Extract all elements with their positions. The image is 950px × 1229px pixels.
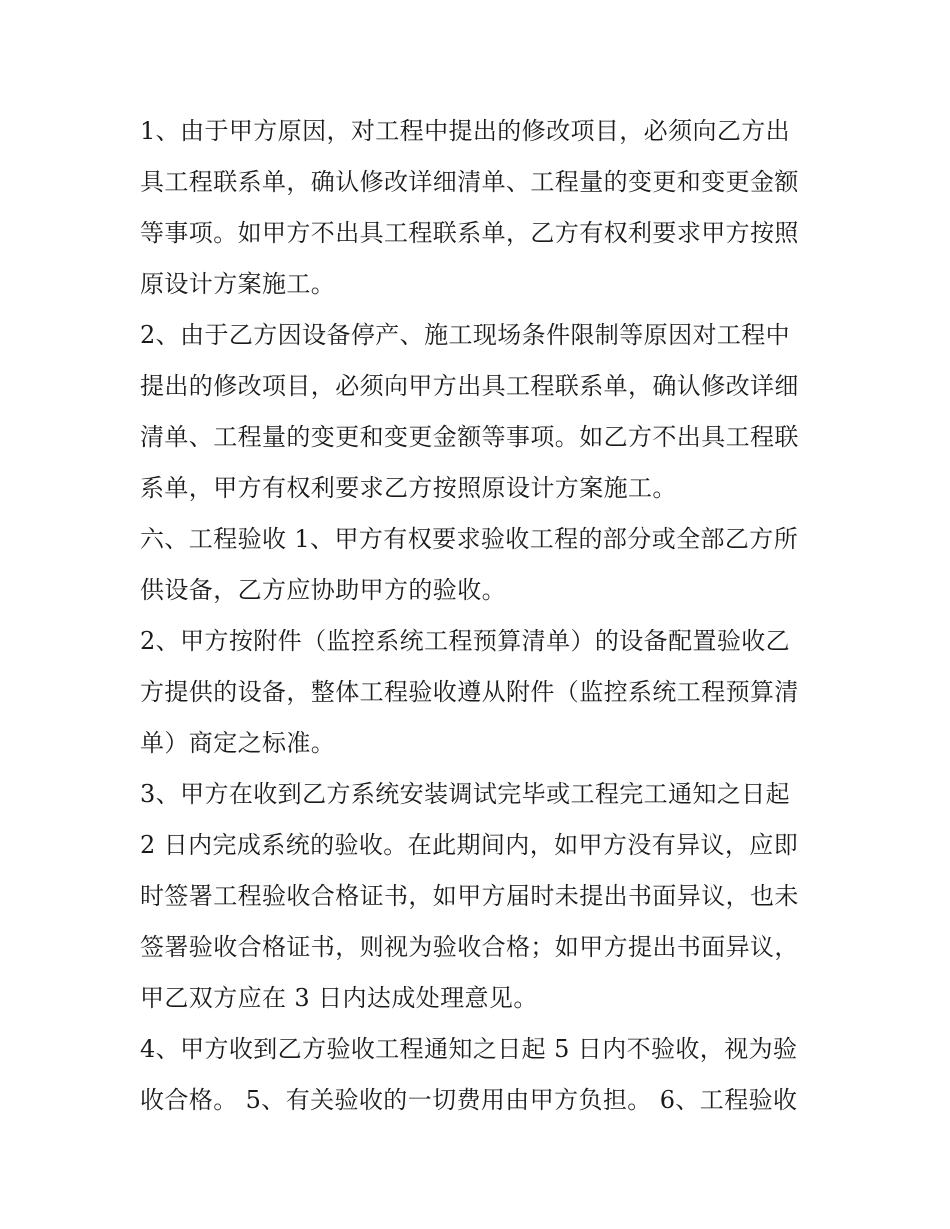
text-line: 甲乙双方应在 3 日内达成处理意见。 bbox=[140, 984, 538, 1012]
text-line: 2 日内完成系统的验收。在此期间内，如甲方没有异议，应即 bbox=[140, 831, 799, 859]
text-line: 1、由于甲方原因，对工程中提出的修改项目，必须向乙方出 bbox=[140, 117, 791, 145]
text-line: 2、甲方按附件（监控系统工程预算清单）的设备配置验收乙 bbox=[140, 627, 791, 655]
text-line: 提出的修改项目，必须向甲方出具工程联系单，确认修改详细 bbox=[140, 372, 799, 400]
paragraph-acceptance-4 bbox=[140, 1024, 812, 1126]
text-line: 清单、工程量的变更和变更金额等事项。如乙方不出具工程联 bbox=[140, 423, 799, 451]
paragraph-section-six bbox=[140, 514, 812, 616]
paragraph-acceptance-2 bbox=[140, 616, 812, 769]
text-line: 单）商定之标准。 bbox=[140, 729, 336, 757]
paragraph-acceptance-3 bbox=[140, 769, 812, 1024]
paragraph-1 bbox=[140, 106, 812, 310]
text-line: 六、工程验收 1、甲方有权要求验收工程的部分或全部乙方所 bbox=[140, 525, 799, 553]
text-line: 3、甲方在收到乙方系统安装调试完毕或工程完工通知之日起 bbox=[140, 780, 791, 808]
text-line: 等事项。如甲方不出具工程联系单，乙方有权利要求甲方按照 bbox=[140, 219, 799, 247]
paragraph-2 bbox=[140, 310, 812, 514]
text-line: 供设备，乙方应协助甲方的验收。 bbox=[140, 576, 506, 604]
text-line: 收合格。 5、有关验收的一切费用由甲方负担。 6、工程验收 bbox=[140, 1086, 798, 1114]
text-line: 具工程联系单，确认修改详细清单、工程量的变更和变更金额 bbox=[140, 168, 799, 196]
text-line: 原设计方案施工。 bbox=[140, 270, 336, 298]
text-line: 方提供的设备，整体工程验收遵从附件（监控系统工程预算清 bbox=[140, 678, 799, 706]
text-line: 4、甲方收到乙方验收工程通知之日起 5 日内不验收，视为验 bbox=[140, 1035, 798, 1063]
text-line: 时签署工程验收合格证书，如甲方届时未提出书面异议，也未 bbox=[140, 882, 799, 910]
text-line: 签署验收合格证书，则视为验收合格；如甲方提出书面异议， bbox=[140, 933, 799, 961]
text-line: 系单，甲方有权利要求乙方按照原设计方案施工。 bbox=[140, 474, 677, 502]
text-line: 2、由于乙方因设备停产、施工现场条件限制等原因对工程中 bbox=[140, 321, 791, 349]
document-body bbox=[140, 106, 812, 1126]
